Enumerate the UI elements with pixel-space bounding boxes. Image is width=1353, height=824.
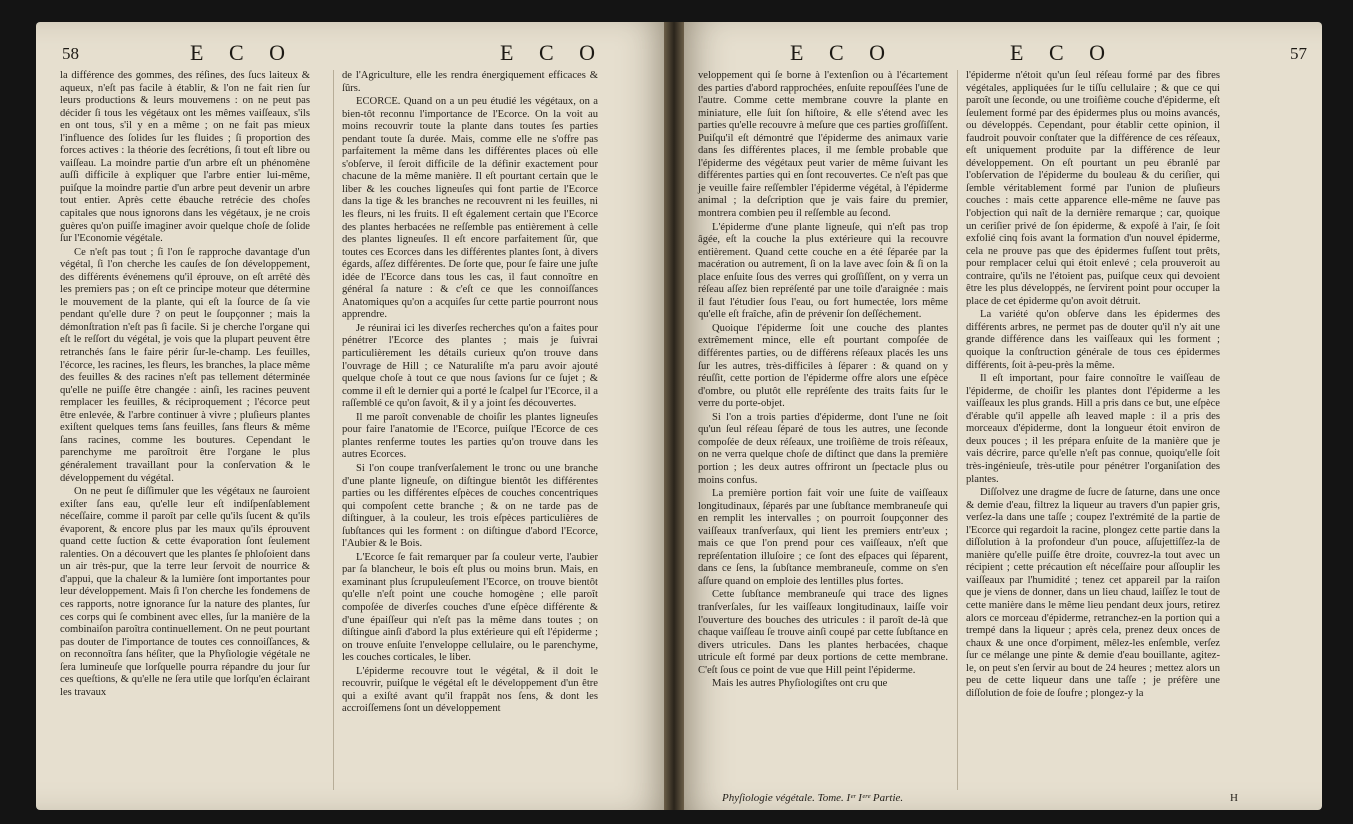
signature-mark: H: [1230, 792, 1238, 804]
paragraph: La première portion fait voir une ſuite de vaiſſeaux longitudinaux, ſéparés par une ſubſtance membraneuſe qui en remplit les intervalles ; on pourroit ſoupçonner des vaiſſeaux tranſverſaux, qui lient les premiers entr'eux ; mais ce que l'on prend pour ces vaiſſeaux, n'eſt que repréſentation illuſoire ; ce ſont des eſpaces qui ſéparent, dans ce ſens, la ſubſtance membraneuſe, comme on s'en aſſure quand on emploie des lentilles plus fortes.: [698, 488, 948, 587]
paragraph: Diſſolvez une dragme de ſucre de ſaturne, dans une once & demie d'eau, filtrez la liqueur au travers d'un papier gris, verſez-la dans une taſſe ; coupez l'extrémité de la partie de l'Ecorce qui regardoit la racine, plongez cette partie dans la diſſolution à la profondeur d'un pouce, aſſujettiſſez-la de manière qu'elle puiſſe être droite, couvrez-la tout avec un récipient ; cette précaution eſt néceſſaire pour aſſouplir les vaiſſeaux par l'humidité ; tenez cet appareil par la raiſon que je viens de donner, dans un lieu chaud, laiſſez le tout de cette manière dans le même lieu pendant deux jours, retirez alors ce morceau d'épiderme, retranchez-en la portion qui a trempé dans la liqueur ; après cela, prenez deux onces de chaux & une once d'orpiment, mêlez-les enſemble, verſez ſur ce mélange une pinte & demie d'eau bouillante, agitez-le, on peut s'en ſervir au bout de 24 heures ; mettez alors un peu de cette liqueur dans une taſſe ; je préfère une diſſolution de foie de ſoufre ; plongez-y la: [966, 487, 1220, 699]
paragraph: l'épiderme n'étoit qu'un ſeul réſeau formé par des fibres végétales, appliquées ſur le tiſſu cellulaire ; & que ce qui paroît une ſeconde, ou une troiſième couche d'épiderme, eſt ſeulement formé par des épidermes plus ou moins avancés, ou développés. Cependant, pour établir cette opinion, il faudroit pouvoir conſtater que la différence de ces réſeaux, eſt uniquement produite par la différence de leur développement. On eſt pourtant un peu ébranlé par l'obſervation de l'épiderme du bouleau & du ceriſier, qui ſemble véritablement formé par l'union de pluſieurs couches : mais cette apparence elle-même ne ſauve pas l'objection qui naît de la dernière remarque ; car, quoique un ceriſier privé de ſon épiderme, & expoſé à l'air, ſe ſoit exfolié cinq fois avant la formation d'un nouvel épiderme, cela ne prouve pas que des épidermes fuſſent tout prêts, pour remplacer celui qui étoit enlevé ; cela prouveroit au contraire, qu'ils ne l'étoient pas, puiſque ceux qui devoient être les plus développés, ne ſervirent point pour occuper la place de cet épiderme qu'on avoit détruit.: [966, 70, 1220, 307]
paragraph: de l'Agriculture, elle les rendra énergiquement efficaces & ſûrs.: [342, 70, 598, 94]
paragraph: Si l'on coupe tranſverſalement le tronc ou une branche d'une plante ligneuſe, on diſtingue bientôt les différentes parties ou les différentes eſpèces de couches concentriques qui compoſent cette branche ; & on ne tarde pas de diſtinguer, à la couleur, les trois eſpèces particulières de ſubſtances qui les forment : on diſtingue d'abord l'Ecorce, l'Aubier & le Bois.: [342, 462, 598, 550]
paragraph: Il me paroît convenable de choiſir les plantes ligneuſes pour faire l'anatomie de l'Ecorce, puiſque l'Ecorce de ces plantes renferme toutes les parties qu'on trouve dans les autres Ecorces.: [342, 411, 598, 461]
page-footer-title: Phyſiologie végétale. Tome. Iᵉʳ Iᵉʳᵉ Partie.: [722, 792, 904, 804]
paragraph: la différence des gommes, des réſines, des ſucs laiteux & aqueux, n'eſt pas facile à établir, & l'on ne fait rien ſur leurs productions & leurs mouvemens : on ne peut pas décider ſi tous les végétaux ont les mêmes vaiſſeaux, s'ils en ont tous, s'il y en a même ; on ne fait pas mieux l'influence des ſolides ſur les fluides ; ſi proportion des forces actives : la théorie des ſecrétions, ſi tout eſt libre ou vaiſſeau. La moindre partie d'un arbre eſt un phénomène auſſi difficile à expliquer que l'arbre entier lui-même, puiſque la moindre partie d'un arbre peut devenir un arbre tout entier. Après cette ébauche retrécie des choſes capitales que nous ignorons dans les végétaux, je ne crois guères qu'on puiſſe imaginer avoir quelque choſe de ſolide ſur l'Economie végétale.: [60, 70, 310, 245]
paragraph: ECORCE. Quand on a un peu étudié les végétaux, on a bien-tôt reconnu l'importance de l'Ecorce. On la voit au moins recouvrir toute la plante dans toutes ſes parties pendant toute ſa durée. Mais, comme elle ne s'offre pas parfaitement la même dans les différentes places où elle s'obſerve, il ſeroit difficile de la définir exactement pour chacune de la même manière. Il eſt pourtant certain que le liber & les couches ligneuſes qui font partie de l'Ecorce dans la tige & les branches ne recouvrent ni les feuilles, ni les fleurs, ni les fruits. Il eſt également certain que l'Ecorce des plantes herbacées ne reſſemble pas entièrement à celle des plantes ligneuſes. Il eſt encore parfaitement ſûr, que toutes ces Ecorces dans les différentes plantes ſont, à divers égards, aſſez différentes. De ſorte que, pour ſe faire une juſte idée de l'Ecorce dans tous les cas, il faut connoître en général ſa nature : & c'eſt ce que les connoiſſances Anatomiques qu'on a acquiſes ſur cette partie pourront nous apprendre.: [342, 96, 598, 321]
right-column-1: [698, 70, 948, 692]
paragraph: Ce n'eſt pas tout ; ſi l'on ſe rapproche davantage d'un végétal, ſi l'on cherche les cauſes de ſon développement, des différents événemens qu'il éprouve, on eſt arrêté dès les premiers pas ; on eſt ce principe moteur que détermine le mouvement de la plante, qui eſt la ſource de ſa vie pendant qu'elle dure ? on peut le ſoupçonner ; mais la démonſtration n'eſt pas ſi facile. Si je cherche l'organe qui eſt le reſſort du végétal, je vois que la plupart peuvent être retranchés ſans le faire périr ſur-le-champ. Les feuilles, l'écorce, les racines, les fleurs, les branches, la place même des feuilles & des racines n'eſt pas tellement déterminée qu'elle ne puiſſe être changée : ainſi, les racines peuvent remplacer les feuilles, & réciproquement ; l'écorce peut être enlevée, & l'arbre continuer à vivre ; pluſieurs plantes exiſtent quelques tems ſans feuilles, ſans fleurs & même ſans racines, comme les boutures. Cependant le parenchyme me paroîtroit être l'organe le plus généralement travaillant pour la conſervation & le développement du végétal.: [60, 246, 310, 484]
paragraph: Il eſt important, pour faire connoître le vaiſſeau de l'épiderme, de choiſir les plantes dont l'épiderme a les vaiſſeaux les plus grands. Hill a pris dans ce but, une eſpèce d'érable qu'il appelle aſh leaved maple : il a pris des morceaux d'épiderme, dont la longueur étoit environ de deux pouces ; il les prépara enſuite de la manière que je vais décrire, parce qu'elle n'eſt pas connue, quoiqu'elle ſoit très-ingénieuſe, très-utile pour pénétrer l'organiſation des plantes.: [966, 373, 1220, 485]
paragraph: On ne peut ſe diſſimuler que les végétaux ne ſauroient exiſter ſans eau, qu'elle leur eſt indiſpenſablement néceſſaire, comme il paroît par celle qu'ils ſucent & qu'ils évaporent, & encore plus par les maux qu'ils éprouvent quand cette ſuction & cette évaporation ſont ſeulement ralenties. On a découvert que les plantes ſe phloſoient dans un air très-pur, que la terre leur ſervoit de nourrice & d'appui, que la chaleur & la lumière ſont importantes pour leur développement. Mais ſi l'on cherche les fondemens de ces rapports, notre ignorance ſur la nature des plantes, ſur ces corps qui ſe combinent avec elles, ſur la manière de la combinaiſon paroîtra continuellement. On ne peut pourtant pas douter de l'importance de toutes ces connoiſſances, & on reconnoîtra ſans héſiter, que la Phyſiologie végétale ne ſera lumineuſe que lorſquelle pourra répandre du jour ſur ces queſtions, & qu'elle ne ſera utile que lorſqu'en éclairant les travaux: [60, 486, 310, 698]
left-running-head-1: E C O: [190, 40, 295, 65]
paragraph: Quoique l'épiderme ſoit une couche des plantes extrêmement mince, elle eſt pourtant compoſée de différentes parties, ou de différens réſeaux placés les uns ſur les autres, très-difficiles à ſéparer : & quand on y réuſſit, cette portion de l'épiderme offre alors une eſpèce d'ombre, ou plutôt elle repréſente des traits faits ſur le verre du porte-objet.: [698, 322, 948, 410]
left-page-number: 58: [62, 44, 79, 63]
paragraph: Mais les autres Phyſiologiſtes ont cru que: [712, 678, 888, 690]
left-running-head-2: E C O: [500, 40, 605, 65]
column-divider: [957, 70, 958, 790]
right-running-head-1: E C O: [790, 40, 895, 65]
left-column-1: [60, 70, 310, 700]
paragraph: L'Ecorce ſe fait remarquer par ſa couleur verte, l'aubier par ſa blancheur, le bois eſt plus ou moins brun. Mais, en examinant plus ſcrupuleuſement l'Ecorce, on trouve bientôt qu'elle n'eſt point une couche homogène ; elle paroît compoſée de diverſes couches d'une eſpèce différente & d'une épaiſſeur qui n'eſt pas la même dans toutes ; on diſtingue ainſi d'abord la plus extérieure qui eſt l'épiderme ; on trouve enſuite l'enveloppe cellulaire, ou le parenchyme, les couches corticales, le liber.: [342, 551, 598, 664]
right-page-number: 57: [1290, 44, 1307, 63]
paragraph: Je réunirai ici les diverſes recherches qu'on a faites pour pénétrer l'Ecorce des plantes ; mais je ſuivrai particulièrement les détails curieux qu'on trouve dans l'ouvrage de Hill ; ce Naturaliſte m'a paru avoir ajouté quelque choſe à tout ce que nous ſavions ſur ce ſujet ; & comme il eſt le dernier qui a porté le ſcalpel ſur l'Ecorce, il a raſſemblé ce qu'on ſavoit, & il y a joint ſes découvertes.: [342, 322, 598, 410]
column-divider: [333, 70, 334, 790]
paragraph: L'épiderme d'une plante ligneuſe, qui n'eſt pas trop âgée, eſt la couche la plus extérieure qui la recouvre entièrement. Quand cette couche en a été ſéparée par la macération ou autrement, ſi on la lave avec ſoin & ſi on la place enſuite ſous des verres qui groſſiſſent, on y verra un réſeau aſſez bien repréſenté par une toile d'araignée : mais il faut l'étudier ſous l'eau, ou fort humectée, lors même qu'elle eſt fraîche, afin de prévenir ſon deſſéchement.: [698, 221, 948, 321]
left-column-2: [342, 70, 598, 717]
book-gutter: [664, 22, 684, 810]
right-column-2: [966, 70, 1220, 701]
paragraph: veloppement qui ſe borne à l'extenſion ou à l'écartement des parties d'abord rapprochées, enſuite repouſſées l'une de l'autre. Comme cette membrane couvre la plante en miniature, elle ſuit ſon hiſtoire, & elle s'étend avec les parties qu'elle recouvre à meſure que ces parties groſſiſſent. Puiſqu'il eſt démontré que l'épiderme des animaux varie dans ſes différentes places, il me ſemble probable que l'épiderme des végétaux peut varier de même ſuivant les différentes parties qui en ſont recouvertes. Ce n'eſt pas que je veuille faire reſſembler l'épiderme végétal, à l'épiderme animal ; la deſcription que je vais faire du premier, montrera combien peu il reſſemble au ſecond.: [698, 70, 948, 220]
paragraph: L'épiderme recouvre tout le végétal, & il doit le recouvrir, puiſque le végétal eſt le développement d'un être qui a exiſté avant qu'il frappât nos ſens, & dont les accroiſſemens ſont un développement: [342, 665, 598, 715]
paragraph: Si l'on a trois parties d'épiderme, dont l'une ne ſoit qu'un ſeul réſeau ſéparé de tous les autres, une ſeconde compoſée de deux réſeaux, une troiſième de trois réſeaux, on ne verra quelque choſe de diſtinct que dans la première portion ; les deux autres offriront un ſpectacle plus ou moins confus.: [698, 411, 948, 486]
paragraph: La variété qu'on obſerve dans les épidermes des différents arbres, ne permet pas de douter qu'il n'y ait une grande différence dans les vaiſſeaux qui les forment ; quoique la conſtruction générale de tous ces épidermes différents, ſoit à-peu-près la même.: [966, 309, 1220, 371]
right-running-head-2: E C O: [1010, 40, 1115, 65]
paragraph: Cette ſubſtance membraneuſe qui trace des lignes tranſverſales, ſur les vaiſſeaux longitudinaux, laiſſe voir l'ouverture des bouches des utricules : il paroît de-là que chaque vaiſſeau ſe trouve ainſi coupé par cette ſubſtance en divers utricules. Dans les plantes herbacées, chaque utricule eſt formé par deux portions de cette membrane. C'eſt ſous ce point de vue que Hill peint l'épiderme.: [698, 589, 948, 676]
